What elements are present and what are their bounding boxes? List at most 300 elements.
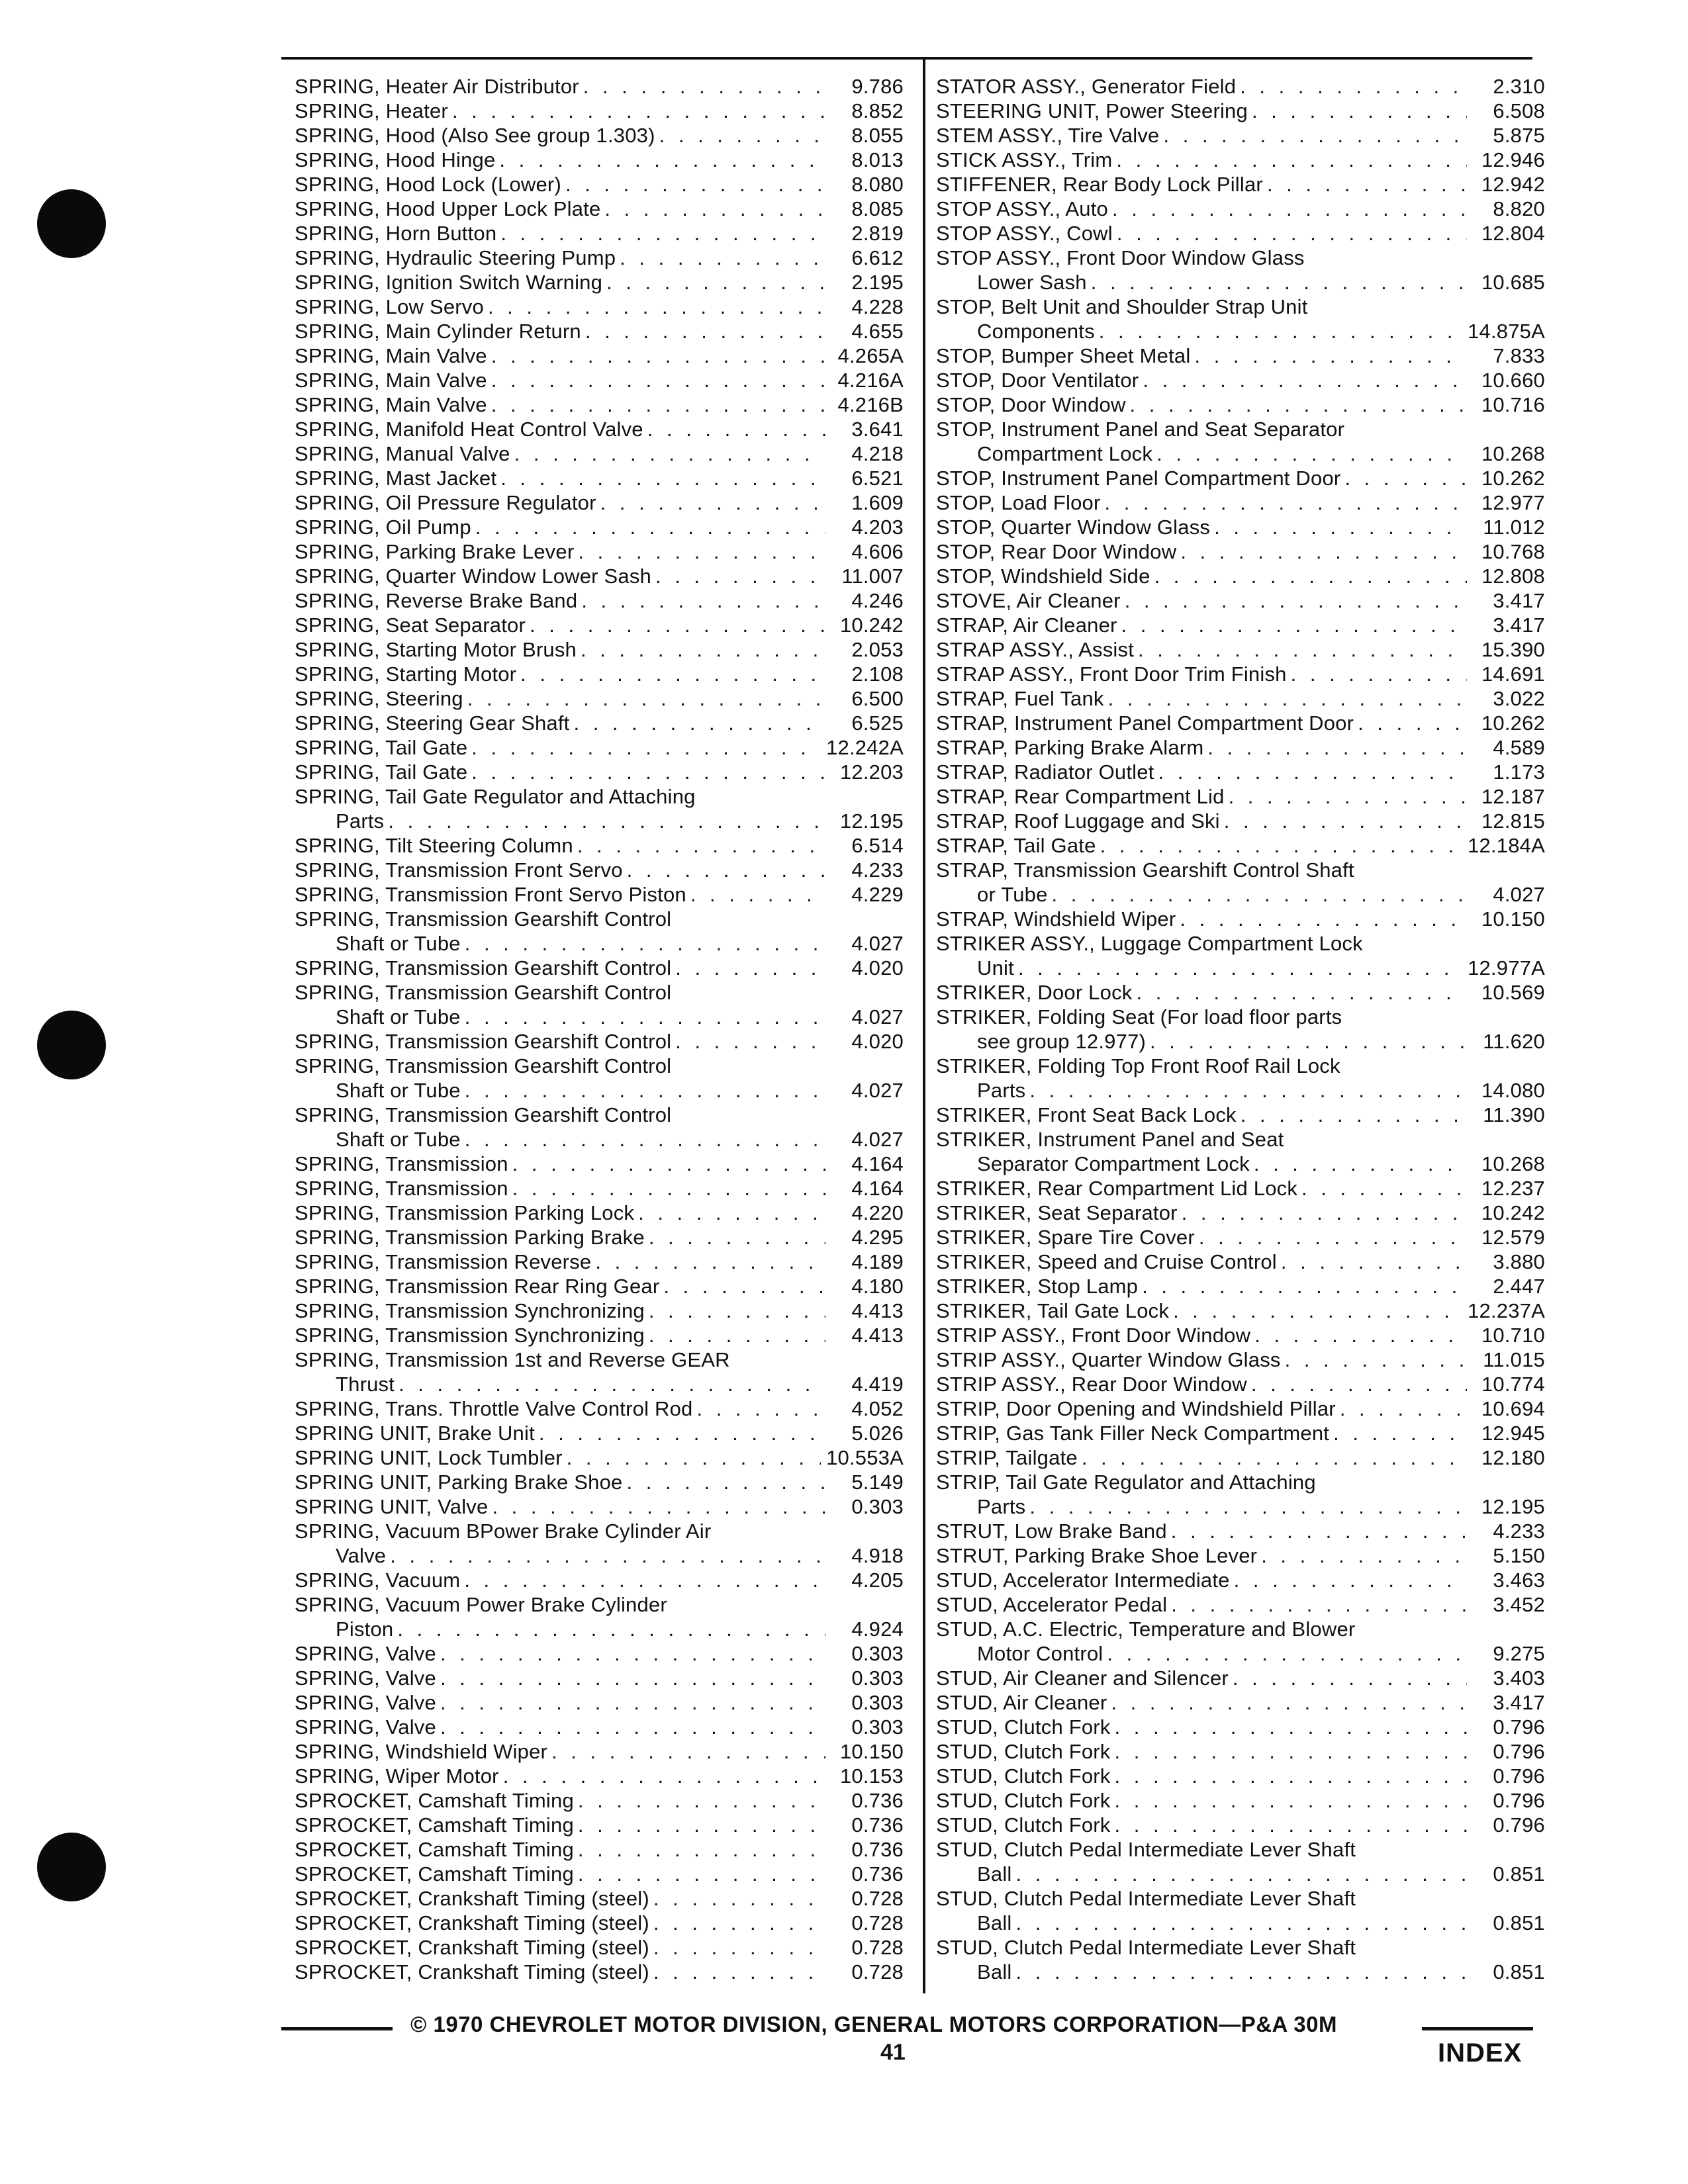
leader-dots: [1180, 539, 1467, 564]
leader-dots: [663, 1274, 825, 1298]
leader-dots: [653, 1911, 825, 1935]
leader-dots: [503, 1764, 825, 1788]
index-entry: [936, 295, 1545, 343]
entry-description: STRAP, Windshield Wiper: [936, 907, 1176, 931]
index-entry: [936, 1617, 1545, 1666]
leader-dots: [1125, 588, 1467, 613]
group-reference: 4.027: [851, 1079, 904, 1102]
group-reference: 4.027: [1493, 883, 1545, 906]
leader-dots: [659, 123, 825, 148]
index-entry: [295, 907, 904, 956]
leader-dots: [638, 1201, 825, 1225]
entry-description: SPRING UNIT, Valve: [295, 1495, 489, 1518]
leader-dots: [1138, 637, 1467, 662]
entry-description: STRIKER, Door Lock: [936, 981, 1133, 1004]
group-reference: 2.053: [851, 638, 904, 661]
entry-description: Shaft or Tube: [336, 1079, 461, 1102]
index-entry: [936, 1372, 1545, 1396]
index-entry: [295, 1911, 904, 1935]
leader-dots: [604, 197, 825, 221]
index-entry: [936, 417, 1545, 466]
entry-description: STRIKER, Folding Top Front Roof Rail Lock: [936, 1054, 1340, 1077]
entry-description: STUD, Clutch Pedal Intermediate Lever Shaft: [936, 1838, 1356, 1861]
leader-dots: [500, 221, 825, 246]
entry-description: SPRING, Vacuum Power Brake Cylinder: [295, 1593, 667, 1616]
entry-description: STOP, Rear Door Window: [936, 540, 1177, 563]
group-reference: 4.164: [851, 1152, 904, 1175]
entry-description: SPRING, Mast Jacket: [295, 467, 497, 490]
index-entry: [936, 907, 1545, 931]
entry-description: Piston: [336, 1617, 394, 1641]
binder-hole-top: [37, 189, 106, 258]
group-reference: 10.150: [839, 1740, 904, 1763]
leader-dots: [1164, 123, 1468, 148]
group-reference: 4.027: [851, 1128, 904, 1151]
entry-description: STUD, Accelerator Intermediate: [936, 1569, 1230, 1592]
index-entry: [295, 1201, 904, 1225]
group-reference: 14.080: [1481, 1079, 1545, 1102]
index-entry: [295, 319, 904, 343]
index-entry: [295, 1592, 904, 1641]
footer-rule-right: [1422, 2027, 1533, 2030]
leader-dots: [577, 833, 825, 858]
index-entry: [936, 1421, 1545, 1445]
entry-description: STOP, Belt Unit and Shoulder Strap Unit: [936, 295, 1308, 318]
leader-dots: [578, 539, 825, 564]
leader-dots: [1100, 833, 1463, 858]
leader-dots: [1111, 1690, 1467, 1715]
index-entry: [936, 858, 1545, 907]
entry-description: STOP, Windshield Side: [936, 565, 1150, 588]
leader-dots: [1115, 1813, 1468, 1837]
index-entry: [295, 1788, 904, 1813]
group-reference: 6.521: [851, 467, 904, 490]
group-reference: 12.815: [1481, 809, 1545, 833]
entry-description: Compartment Lock: [977, 442, 1153, 465]
leader-dots: [1182, 1201, 1467, 1225]
index-entry: [295, 1837, 904, 1862]
group-reference: 12.187: [1481, 785, 1545, 808]
group-reference: 0.796: [1493, 1789, 1545, 1812]
entry-description: Shaft or Tube: [336, 1128, 461, 1151]
leader-dots: [1180, 907, 1467, 931]
leader-dots: [696, 1396, 825, 1421]
entry-description: STRIKER, Tail Gate Lock: [936, 1299, 1170, 1322]
index-entry: [295, 1641, 904, 1666]
group-reference: 4.164: [851, 1177, 904, 1200]
entry-description: SPROCKET, Camshaft Timing: [295, 1862, 574, 1886]
index-entry: [936, 931, 1545, 980]
entry-description: SPRING, Transmission Parking Brake: [295, 1226, 645, 1249]
leader-dots: [500, 466, 825, 490]
entry-description: SPRING, Transmission Gearshift Control: [295, 907, 672, 931]
entry-description: SPRING, Starting Motor Brush: [295, 638, 577, 661]
index-entry: [936, 368, 1545, 392]
index-entry: [936, 1201, 1545, 1225]
index-entry: [295, 588, 904, 613]
group-reference: 0.303: [851, 1495, 904, 1518]
leader-dots: [1252, 99, 1467, 123]
group-reference: 2.819: [851, 222, 904, 245]
leader-dots: [620, 246, 825, 270]
index-entry: [295, 441, 904, 466]
entry-description: STUD, Clutch Fork: [936, 1740, 1111, 1763]
entry-description: SPRING, Transmission Gearshift Control: [295, 1103, 672, 1126]
entry-description: Parts: [336, 809, 385, 833]
index-entry: [295, 392, 904, 417]
index-entry: [936, 221, 1545, 246]
group-reference: 4.413: [851, 1324, 904, 1347]
leader-dots: [452, 99, 825, 123]
group-reference: 10.150: [1481, 907, 1545, 931]
index-entry: [295, 1274, 904, 1298]
entry-description: SPRING, Valve: [295, 1715, 436, 1739]
leader-dots: [1254, 1323, 1467, 1347]
leader-dots: [1115, 1788, 1468, 1813]
group-reference: 10.768: [1481, 540, 1545, 563]
index-entry: [936, 515, 1545, 539]
group-reference: 4.020: [851, 956, 904, 979]
group-reference: 3.463: [1493, 1569, 1545, 1592]
entry-description: SPRING, Vacuum: [295, 1569, 461, 1592]
leader-dots: [1234, 1568, 1467, 1592]
index-entry: [936, 343, 1545, 368]
index-entry: [295, 1323, 904, 1347]
index-entry: [295, 1960, 904, 1984]
entry-description: STRIKER, Folding Seat (For load floor parts: [936, 1005, 1342, 1028]
leader-dots: [655, 564, 825, 588]
entry-description: SPRING, Tail Gate: [295, 760, 468, 784]
group-reference: 4.052: [851, 1397, 904, 1420]
index-entry: [936, 1250, 1545, 1274]
entry-description: STRAP, Radiator Outlet: [936, 760, 1154, 784]
index-entry: [295, 1347, 904, 1396]
entry-description: STRIKER, Stop Lamp: [936, 1275, 1139, 1298]
index-entry: [936, 246, 1545, 295]
leader-dots: [1340, 1396, 1467, 1421]
index-entry: [936, 1543, 1545, 1568]
index-entry: [295, 1862, 904, 1886]
leader-dots: [1240, 74, 1467, 99]
leader-dots: [1251, 1372, 1467, 1396]
index-entry: [936, 1005, 1545, 1054]
leader-dots: [491, 392, 825, 417]
entry-description: SPRING, Transmission: [295, 1152, 508, 1175]
leader-dots: [488, 295, 825, 319]
group-reference: 12.237: [1481, 1177, 1545, 1200]
entry-description: SPRING, Transmission Gearshift Control: [295, 981, 672, 1004]
entry-description: STRAP, Tail Gate: [936, 834, 1096, 857]
leader-dots: [539, 1421, 825, 1445]
entry-description: STRIKER, Instrument Panel and Seat: [936, 1128, 1284, 1151]
entry-description: STRIP, Tailgate: [936, 1446, 1078, 1469]
index-entry: [295, 221, 904, 246]
group-reference: 4.216A: [837, 369, 904, 392]
group-reference: 12.203: [839, 760, 904, 784]
leader-dots: [1136, 980, 1467, 1005]
group-reference: 1.173: [1493, 760, 1545, 784]
index-entry: [295, 564, 904, 588]
entry-description: STUD, Air Cleaner and Silencer: [936, 1666, 1229, 1690]
entry-description: STRIKER, Speed and Cruise Control: [936, 1250, 1277, 1273]
entry-description: SPROCKET, Camshaft Timing: [295, 1838, 574, 1861]
group-reference: 5.149: [851, 1471, 904, 1494]
entry-description: SPRING, Main Valve: [295, 344, 487, 367]
leader-dots: [1104, 490, 1467, 515]
index-entry: [936, 197, 1545, 221]
leader-dots: [1016, 1911, 1468, 1935]
group-reference: 4.924: [851, 1617, 904, 1641]
entry-description: STRIP, Tail Gate Regulator and Attaching: [936, 1471, 1316, 1494]
index-entry: [295, 1935, 904, 1960]
index-column-right: [936, 74, 1545, 1984]
entry-description: STRAP, Instrument Panel Compartment Door: [936, 711, 1354, 735]
index-entry: [936, 1935, 1545, 1984]
index-entry: [936, 711, 1545, 735]
index-entry: [295, 1494, 904, 1519]
entry-description: SPRING, Transmission Gearshift Control: [295, 956, 672, 979]
entry-description: Shaft or Tube: [336, 1005, 461, 1028]
entry-description: STRAP, Fuel Tank: [936, 687, 1104, 710]
group-reference: 4.027: [851, 932, 904, 955]
group-reference: 10.268: [1481, 1152, 1545, 1175]
index-entry: [936, 980, 1545, 1005]
leader-dots: [1018, 956, 1462, 980]
group-reference: 5.875: [1493, 124, 1545, 147]
group-reference: 12.237A: [1468, 1299, 1545, 1322]
group-reference: 10.710: [1481, 1324, 1545, 1347]
leader-dots: [1130, 392, 1467, 417]
index-entry: [295, 662, 904, 686]
index-entry: [936, 1715, 1545, 1739]
entry-description: SPRING, Transmission Synchronizing: [295, 1299, 645, 1322]
leader-dots: [465, 1005, 825, 1029]
entry-description: SPRING, Transmission Gearshift Control: [295, 1054, 672, 1077]
index-entry: [936, 809, 1545, 833]
index-entry: [936, 1103, 1545, 1127]
index-entry: [295, 515, 904, 539]
leader-dots: [399, 1372, 825, 1396]
entry-description: Lower Sash: [977, 271, 1087, 294]
index-entry: [295, 343, 904, 368]
leader-dots: [475, 515, 825, 539]
entry-description: STRAP ASSY., Front Door Trim Finish: [936, 662, 1287, 686]
leader-dots: [1173, 1298, 1462, 1323]
entry-description: STRUT, Parking Brake Shoe Lever: [936, 1544, 1258, 1567]
group-reference: 12.180: [1481, 1446, 1545, 1469]
index-entry: [936, 148, 1545, 172]
group-reference: 6.500: [851, 687, 904, 710]
leader-dots: [1156, 441, 1467, 466]
entry-description: STATOR ASSY., Generator Field: [936, 75, 1237, 98]
group-reference: 11.015: [1483, 1348, 1545, 1371]
entry-description: STRAP, Parking Brake Alarm: [936, 736, 1204, 759]
entry-description: SPRING, Reverse Brake Band: [295, 589, 578, 612]
group-reference: 4.229: [851, 883, 904, 906]
index-entry: [295, 1152, 904, 1176]
leader-dots: [627, 858, 825, 882]
leader-dots: [1344, 466, 1467, 490]
binder-hole-bottom: [37, 1833, 106, 1901]
entry-description: SPRING, Parking Brake Lever: [295, 540, 575, 563]
group-reference: 2.447: [1493, 1275, 1545, 1298]
index-entry: [295, 99, 904, 123]
entry-description: SPRING, Transmission Rear Ring Gear: [295, 1275, 660, 1298]
index-entry: [936, 1127, 1545, 1176]
entry-description: Unit: [977, 956, 1014, 979]
group-reference: 0.728: [851, 1887, 904, 1910]
leader-dots: [1115, 1715, 1468, 1739]
group-reference: 0.728: [851, 1911, 904, 1934]
group-reference: 6.525: [851, 711, 904, 735]
leader-dots: [1158, 760, 1467, 784]
leader-dots: [1333, 1421, 1467, 1445]
entry-description: Parts: [977, 1079, 1026, 1102]
index-entry: [936, 1837, 1545, 1886]
index-entry: [295, 711, 904, 735]
entry-description: SPRING, Transmission Parking Lock: [295, 1201, 635, 1224]
leader-dots: [690, 882, 825, 907]
group-reference: 0.728: [851, 1960, 904, 1983]
leader-dots: [1142, 1274, 1467, 1298]
index-entry: [936, 74, 1545, 99]
top-rule: [281, 57, 1532, 60]
entry-description: SPRING, Valve: [295, 1691, 436, 1714]
entry-description: see group 12.977): [977, 1030, 1147, 1053]
group-reference: 10.153: [839, 1764, 904, 1788]
leader-dots: [675, 1029, 825, 1054]
entry-description: STUD, Clutch Pedal Intermediate Lever Shaft: [936, 1887, 1356, 1910]
group-reference: 4.027: [851, 1005, 904, 1028]
group-reference: 2.195: [851, 271, 904, 294]
group-reference: 4.295: [851, 1226, 904, 1249]
index-entry: [936, 1470, 1545, 1519]
leader-dots: [675, 956, 825, 980]
leader-dots: [471, 760, 825, 784]
group-reference: 5.150: [1493, 1544, 1545, 1567]
entry-description: STUD, A.C. Electric, Temperature and Blower: [936, 1617, 1356, 1641]
leader-dots: [492, 1494, 825, 1519]
group-reference: 10.685: [1481, 271, 1545, 294]
leader-dots: [1016, 1960, 1468, 1984]
group-reference: 0.796: [1493, 1740, 1545, 1763]
entry-description: SPRING, Steering: [295, 687, 463, 710]
group-reference: 2.108: [851, 662, 904, 686]
index-entry: [295, 1029, 904, 1054]
group-reference: 3.880: [1493, 1250, 1545, 1273]
group-reference: 4.655: [851, 320, 904, 343]
entry-description: STRIKER, Rear Compartment Lid Lock: [936, 1177, 1298, 1200]
group-reference: 6.612: [851, 246, 904, 269]
group-reference: 10.774: [1481, 1373, 1545, 1396]
index-entry: [936, 1788, 1545, 1813]
group-reference: 10.262: [1481, 711, 1545, 735]
group-reference: 3.452: [1493, 1593, 1545, 1616]
group-reference: 0.736: [851, 1789, 904, 1812]
leader-dots: [471, 735, 821, 760]
entry-description: STOP ASSY., Auto: [936, 197, 1108, 220]
group-reference: 7.833: [1493, 344, 1545, 367]
index-entry: [936, 1666, 1545, 1690]
group-reference: 0.736: [851, 1862, 904, 1886]
group-reference: 12.184A: [1468, 834, 1545, 857]
index-entry: [295, 295, 904, 319]
index-entry: [295, 1568, 904, 1592]
group-reference: 4.413: [851, 1299, 904, 1322]
entry-description: SPRING, Windshield Wiper: [295, 1740, 548, 1763]
group-reference: 1.609: [851, 491, 904, 514]
leader-dots: [1224, 809, 1467, 833]
section-label: INDEX: [1438, 2038, 1523, 2068]
entry-description: SPRING, Tail Gate: [295, 736, 468, 759]
group-reference: 12.195: [839, 809, 904, 833]
entry-description: SPRING, Hood (Also See group 1.303): [295, 124, 655, 147]
entry-description: STOP, Door Window: [936, 393, 1126, 416]
leader-dots: [465, 1127, 825, 1152]
index-entry: [936, 490, 1545, 515]
entry-description: STOP, Instrument Panel and Seat Separator: [936, 418, 1345, 441]
group-reference: 4.233: [1493, 1520, 1545, 1543]
group-reference: 8.852: [851, 99, 904, 122]
entry-description: SPRING, Wiper Motor: [295, 1764, 499, 1788]
leader-dots: [585, 319, 825, 343]
entry-description: SPRING, Transmission Gearshift Control: [295, 1030, 672, 1053]
index-entry: [936, 1568, 1545, 1592]
entry-description: SPRING UNIT, Brake Unit: [295, 1422, 535, 1445]
group-reference: 9.786: [851, 75, 904, 98]
leader-dots: [1143, 368, 1467, 392]
group-reference: 10.242: [839, 614, 904, 637]
index-entry: [295, 197, 904, 221]
leader-dots: [1115, 1739, 1468, 1764]
leader-dots: [573, 711, 825, 735]
group-reference: 3.403: [1493, 1666, 1545, 1690]
entry-description: STRIP ASSY., Rear Door Window: [936, 1373, 1247, 1396]
group-reference: 4.419: [851, 1373, 904, 1396]
index-entry: [295, 760, 904, 784]
leader-dots: [440, 1715, 825, 1739]
index-entry: [295, 980, 904, 1029]
leader-dots: [653, 1935, 825, 1960]
leader-dots: [653, 1960, 825, 1984]
index-entry: [936, 564, 1545, 588]
index-entry: [295, 417, 904, 441]
group-reference: 0.796: [1493, 1813, 1545, 1837]
leader-dots: [1099, 319, 1462, 343]
leader-dots: [1194, 343, 1467, 368]
leader-dots: [567, 1445, 821, 1470]
entry-description: STRAP, Transmission Gearshift Control Shaft: [936, 858, 1354, 882]
entry-description: SPRING, Heater: [295, 99, 448, 122]
group-reference: 4.228: [851, 295, 904, 318]
group-reference: 11.012: [1483, 516, 1545, 539]
entry-description: SPRING, Seat Separator: [295, 614, 526, 637]
leader-dots: [1052, 882, 1467, 907]
entry-description: SPRING UNIT, Lock Tumbler: [295, 1446, 563, 1469]
index-entry: [295, 1690, 904, 1715]
leader-dots: [1108, 686, 1467, 711]
group-reference: 14.691: [1481, 662, 1545, 686]
leader-dots: [1229, 784, 1467, 809]
index-entry: [295, 466, 904, 490]
entry-description: STIFFENER, Rear Body Lock Pillar: [936, 173, 1263, 196]
leader-dots: [583, 74, 825, 99]
index-entry: [295, 1739, 904, 1764]
index-entry: [295, 368, 904, 392]
index-entry: [936, 1739, 1545, 1764]
entry-description: Separator Compartment Lock: [977, 1152, 1250, 1175]
index-entry: [936, 1176, 1545, 1201]
